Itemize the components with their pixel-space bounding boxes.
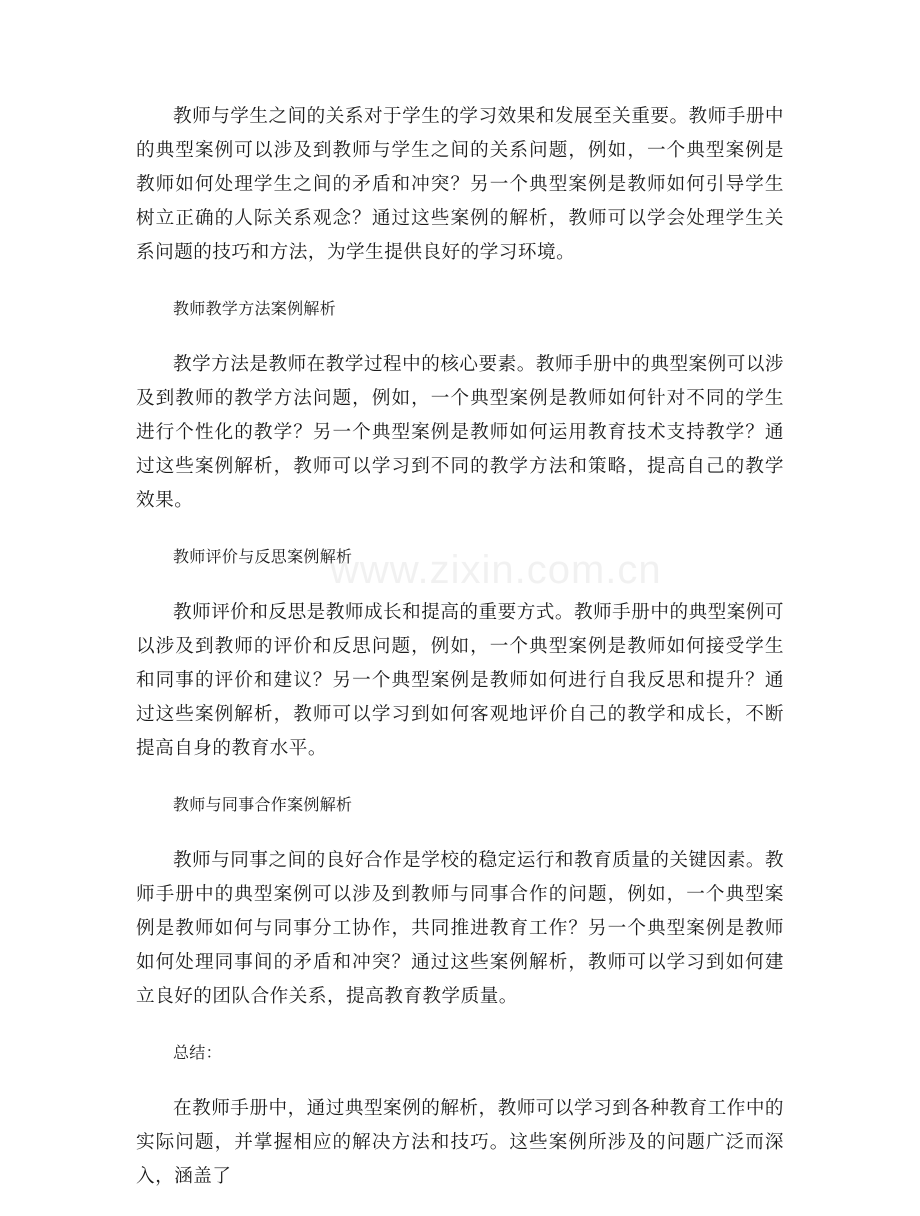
paragraph-teacher-student-relations: 教师与学生之间的关系对于学生的学习效果和发展至关重要。教师手册中的典型案例可以涉及到教师与学生之间的关系问题，例如，一个典型案例是教师如何处理学生之间的矛盾和冲突？另一个典型案例是教师如何引导学生树立正确的人际关系观念？通过这些案例的解析，教师可以学会处理学生关系问题的技巧和方法，为学生提供良好的学习环境。 bbox=[136, 106, 785, 263]
watermark-text: www.zixin.com.cn bbox=[330, 548, 662, 592]
heading-summary: 总结： bbox=[173, 1043, 222, 1062]
heading-colleague-cooperation: 教师与同事合作案例解析 bbox=[173, 795, 353, 814]
paragraph-summary: 在教师手册中，通过典型案例的解析，教师可以学习到各种教育工作中的实际问题，并掌握相应的解决方法和技巧。这些案例所涉及的问题广泛而深入，涵盖了 bbox=[136, 1098, 785, 1187]
heading-teaching-methods: 教师教学方法案例解析 bbox=[173, 299, 337, 318]
paragraph-evaluation-reflection: 教师评价和反思是教师成长和提高的重要方式。教师手册中的典型案例可以涉及到教师的评价和反思问题，例如，一个典型案例是教师如何接受学生和同事的评价和建议？另一个典型案例是教师如何进行自我反思和提升？通过这些案例解析，教师可以学习到如何客观地评价自己的教学和成长，不断提高自身的教育水平。 bbox=[136, 602, 785, 759]
paragraph-colleague-cooperation: 教师与同事之间的良好合作是学校的稳定运行和教育质量的关键因素。教师手册中的典型案例可以涉及到教师与同事合作的问题，例如，一个典型案例是教师如何与同事分工协作，共同推进教育工作？另一个典型案例是教师如何处理同事间的矛盾和冲突？通过这些案例解析，教师可以学习到如何建立良好的团队合作关系，提高教育教学质量。 bbox=[136, 850, 785, 1007]
document-body bbox=[136, 100, 784, 1216]
paragraph-teaching-methods: 教学方法是教师在教学过程中的核心要素。教师手册中的典型案例可以涉及到教师的教学方法问题，例如，一个典型案例是教师如何针对不同的学生进行个性化的教学？另一个典型案例是教师如何运用教育技术支持教学？通过这些案例解析，教师可以学习到不同的教学方法和策略，提高自己的教学效果。 bbox=[136, 354, 785, 511]
heading-evaluation-reflection: 教师评价与反思案例解析 bbox=[173, 547, 353, 566]
